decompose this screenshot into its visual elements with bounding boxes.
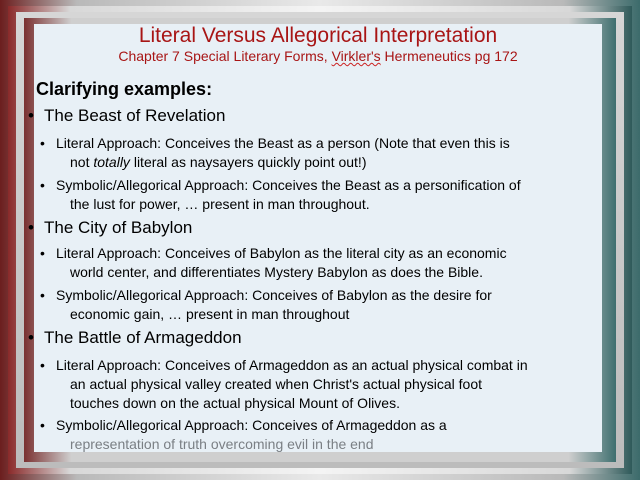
list-item-beast-literal <box>40 134 600 172</box>
slide-title: Literal Versus Allegorical Interpretation <box>138 24 498 47</box>
section-title-beast <box>28 106 225 126</box>
bullet-icon: • <box>40 287 45 303</box>
subtitle-author-name: Virkler's <box>331 48 381 64</box>
bullet-icon: • <box>28 328 34 347</box>
item-line: Literal Approach: Conceives of Armageddon as an actual physical combat in <box>56 357 528 373</box>
item-line: Literal Approach: Conceives the Beast as a person (Note that even this is <box>56 135 510 151</box>
slide-panel <box>28 24 602 452</box>
list-item-babylon-literal <box>40 244 600 282</box>
subtitle-prefix: Chapter 7 Special Literary Forms, <box>118 48 332 64</box>
list-item-beast-allegorical <box>40 176 600 214</box>
item-line: representation of truth overcoming evil in the end <box>70 436 374 452</box>
bullet-icon: • <box>28 218 34 237</box>
bullet-icon: • <box>40 135 45 151</box>
section-title-text: The City of Babylon <box>44 218 193 237</box>
item-line: Symbolic/Allegorical Approach: Conceives the Beast as a personification of <box>56 177 521 193</box>
section-title-text: The Battle of Armageddon <box>44 328 242 347</box>
section-heading: Clarifying examples: <box>36 79 213 99</box>
section-title-armageddon <box>28 328 242 348</box>
list-item-armageddon-allegorical <box>40 416 600 454</box>
item-emphasis: totally <box>93 154 130 170</box>
bullet-icon: • <box>28 106 34 125</box>
slide-subtitle <box>34 48 602 65</box>
item-text: literal as naysayers quickly point out!) <box>129 154 367 170</box>
bullet-icon: • <box>40 357 45 373</box>
bullet-icon: • <box>40 245 45 261</box>
item-line <box>40 153 600 172</box>
list-item-armageddon-literal <box>40 356 600 413</box>
list-item-babylon-allegorical <box>40 286 600 324</box>
item-line: touches down on the actual physical Mount of Olives. <box>70 395 400 411</box>
item-text: not <box>70 154 94 170</box>
bullet-icon: • <box>40 177 45 193</box>
section-title-babylon <box>28 218 192 238</box>
item-line: world center, and differentiates Mystery Babylon as does the Bible. <box>70 264 483 280</box>
bullet-icon: • <box>40 417 45 433</box>
item-line: the lust for power, … present in man throughout. <box>70 196 370 212</box>
section-title-text: The Beast of Revelation <box>44 106 226 125</box>
item-line: Symbolic/Allegorical Approach: Conceives of Armageddon as a <box>56 417 447 433</box>
item-line: Symbolic/Allegorical Approach: Conceives of Babylon as the desire for <box>56 287 492 303</box>
subtitle-suffix: Hermeneutics pg 172 <box>380 48 518 64</box>
item-line: economic gain, … present in man throughout <box>70 306 350 322</box>
item-line: an actual physical valley created when Christ's actual physical foot <box>70 376 482 392</box>
item-line: Literal Approach: Conceives of Babylon as the literal city as an economic <box>56 245 507 261</box>
